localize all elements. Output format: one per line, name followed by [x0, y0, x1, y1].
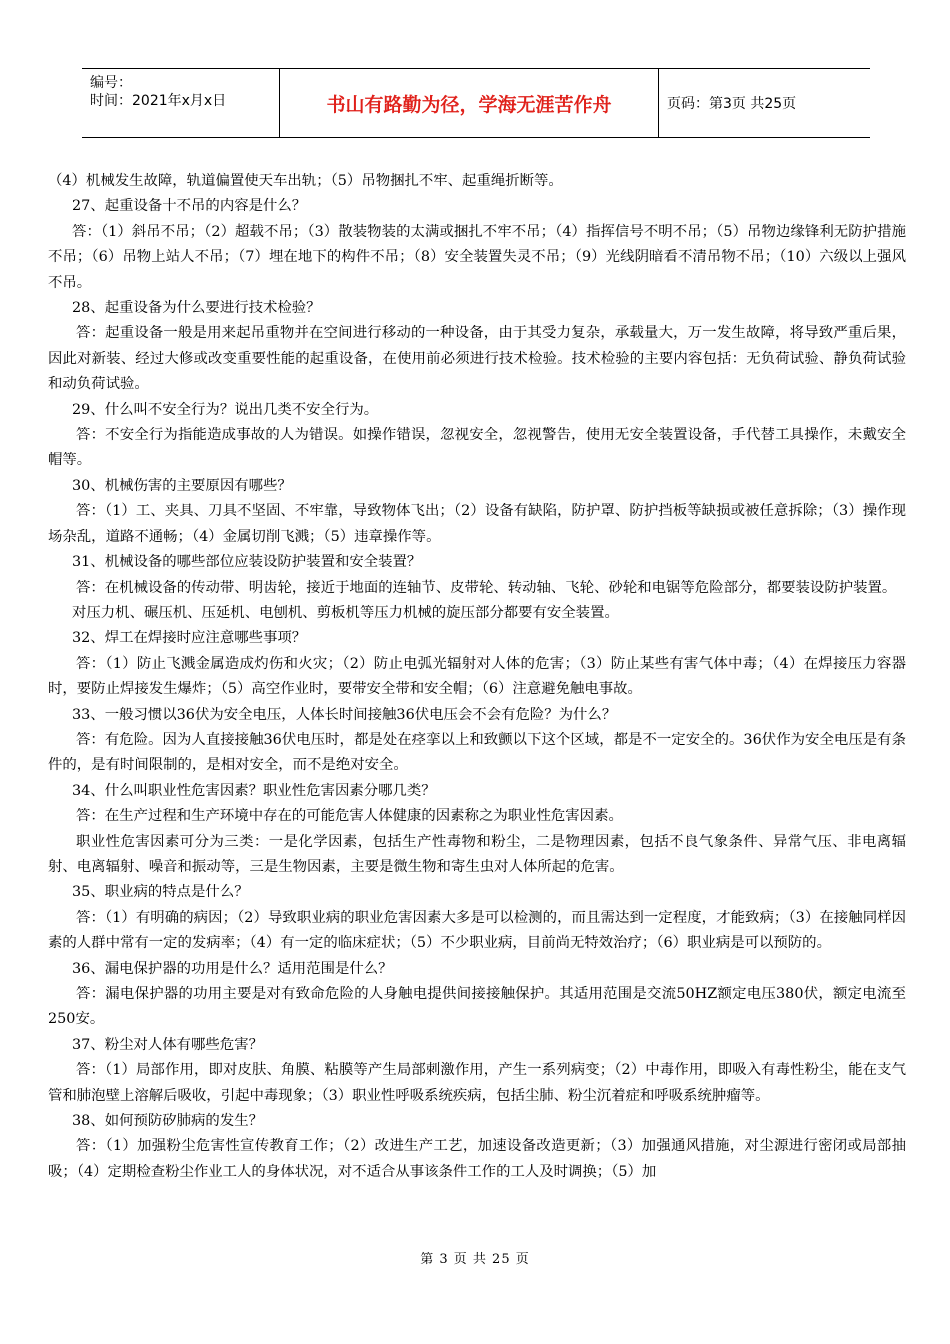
header-meta	[82, 69, 280, 137]
paragraph: 答：漏电保护器的功用主要是对有致命危险的人身触电提供间接接触保护。其适用范围是交流50HZ额定电压380伏，额定电流至250安。	[48, 986, 906, 1028]
paragraph: 37、粉尘对人体有哪些危害？	[72, 1036, 263, 1053]
paragraph: 31、机械设备的哪些部位应装设防护装置和安全装置？	[72, 554, 422, 571]
paragraph: 27、起重设备十不吊的内容是什么？	[72, 198, 307, 215]
paragraph: 32、焊工在焊接时应注意哪些事项？	[72, 630, 307, 647]
paragraph: 38、如何预防矽肺病的发生？	[72, 1113, 263, 1130]
page-header	[82, 68, 870, 138]
paragraph: 34、什么叫职业性危害因素？职业性危害因素分哪几类？	[72, 782, 436, 799]
paragraph: 36、漏电保护器的功用是什么？适用范围是什么？	[72, 960, 393, 977]
paragraph: 答：（1）局部作用，即对皮肤、角膜、粘膜等产生局部刺激作用，产生一系列病变；（2）中毒作用，即吸入有毒性粉尘，能在支气管和肺泡壁上溶解后吸收，引起中毒现象；（3）职业性呼吸系统疾病，包括尘肺、粉尘沉着症和呼吸系统肿瘤等。	[48, 1062, 906, 1104]
paragraph: 33、一般习惯以36伏为安全电压，人体长时间接触36伏电压会不会有危险？为什么？	[72, 706, 617, 723]
paragraph: 职业性危害因素可分为三类：一是化学因素，包括生产性毒物和粉尘，二是物理因素，包括不良气象条件、异常气压、非电离辐射、电离辐射、噪音和振动等，三是生物因素，主要是微生物和寄生虫对人体所起的危害。	[48, 833, 906, 875]
paragraph: 答：有危险。因为人直接接触36伏电压时，都是处在痉挛以上和致颤以下这个区域，都是不一定安全的。36伏作为安全电压是有条件的，是有时间限制的，是相对安全，而不是绝对安全。	[48, 731, 906, 774]
paragraph: （4）机械发生故障，轨道偏置使天车出轨；（5）吊物捆扎不牢、起重绳折断等。	[48, 173, 563, 189]
paragraph: 答：在机械设备的传动带、明齿轮，接近于地面的连轴节、皮带轮、转动轴、飞轮、砂轮和电锯等危险部分，都要装设防护装置。	[76, 579, 897, 596]
paragraph: 答：起重设备一般是用来起吊重物并在空间进行移动的一种设备，由于其受力复杂，承载量大，万一发生故障，将导致严重后果，因此对新装、经过大修或改变重要性能的起重设备，在使用前必须进行技术检验。技术检验的主要内容包括：无负荷试验、静负荷试验和动负荷试验。	[48, 325, 906, 393]
paragraph: 28、起重设备为什么要进行技术检验？	[72, 300, 321, 317]
paragraph: 对压力机、碾压机、压延机、电刨机、剪板机等压力机械的旋压部分都要有安全装置。	[72, 604, 619, 621]
paragraph: 答：在生产过程和生产环境中存在的可能危害人体健康的因素称之为职业性危害因素。	[76, 808, 623, 825]
header-page-info: 页码：第3页 共25页	[667, 96, 797, 112]
paragraph: 答：（1）工、夹具、刀具不坚固、不牢靠，导致物体飞出；（2）设备有缺陷，防护罩、防护挡板等缺损或被任意拆除；（3）操作现场杂乱，道路不通畅；（4）金属切削飞溅；（5）违章操作等。	[48, 503, 906, 545]
document-time-label: 时间：2021年x月x日	[90, 93, 227, 109]
paragraph: 29、什么叫不安全行为？说出几类不安全行为。	[72, 401, 379, 418]
document-body	[48, 169, 906, 1185]
paragraph: 35、职业病的特点是什么？	[72, 884, 249, 901]
paragraph: 30、机械伤害的主要原因有哪些？	[72, 477, 292, 494]
paragraph: 答：（1）斜吊不吊；（2）超载不吊；（3）散装物装的太满或捆扎不牢不吊；（4）指挥信号不明不吊；（5）吊物边缘锋利无防护措施不吊；（6）吊物上站人不吊；（7）埋在地下的构件不吊；（8）安全装置失灵不吊；（9）光线阴暗看不清吊物不吊；（10）六级以上强风不吊。	[48, 223, 906, 291]
header-motto: 书山有路勤为径，学海无涯苦作舟	[280, 69, 659, 137]
page-footer: 第 3 页 共 25 页	[420, 1252, 530, 1267]
paragraph: 答：（1）防止飞溅金属造成灼伤和火灾；（2）防止电弧光辐射对人体的危害；（3）防止某些有害气体中毒；（4）在焊接压力容器时，要防止焊接发生爆炸；（5）高空作业时，要带安全带和安全帽；（6）注意避免触电事故。	[48, 655, 906, 698]
paragraph: 答：（1）有明确的病因；（2）导致职业病的职业危害因素大多是可以检测的，而且需达到一定程度，才能致病；（3）在接触同样因素的人群中常有一定的发病率；（4）有一定的临床症状；（5）不少职业病，目前尚无特效治疗；（6）职业病是可以预防的。	[48, 909, 906, 952]
document-number-label: 编号：	[90, 75, 132, 91]
paragraph: 答：（1）加强粉尘危害性宣传教育工作；（2）改进生产工艺，加速设备改造更新；（3）加强通风措施，对尘源进行密闭或局部抽吸；（4）定期检查粉尘作业工人的身体状况，对不适合从事该条件工作的工人及时调换；（5）加	[48, 1138, 906, 1180]
paragraph: 答：不安全行为指能造成事故的人为错误。如操作错误，忽视安全，忽视警告，使用无安全装置设备，手代替工具操作，未戴安全帽等。	[48, 427, 906, 469]
